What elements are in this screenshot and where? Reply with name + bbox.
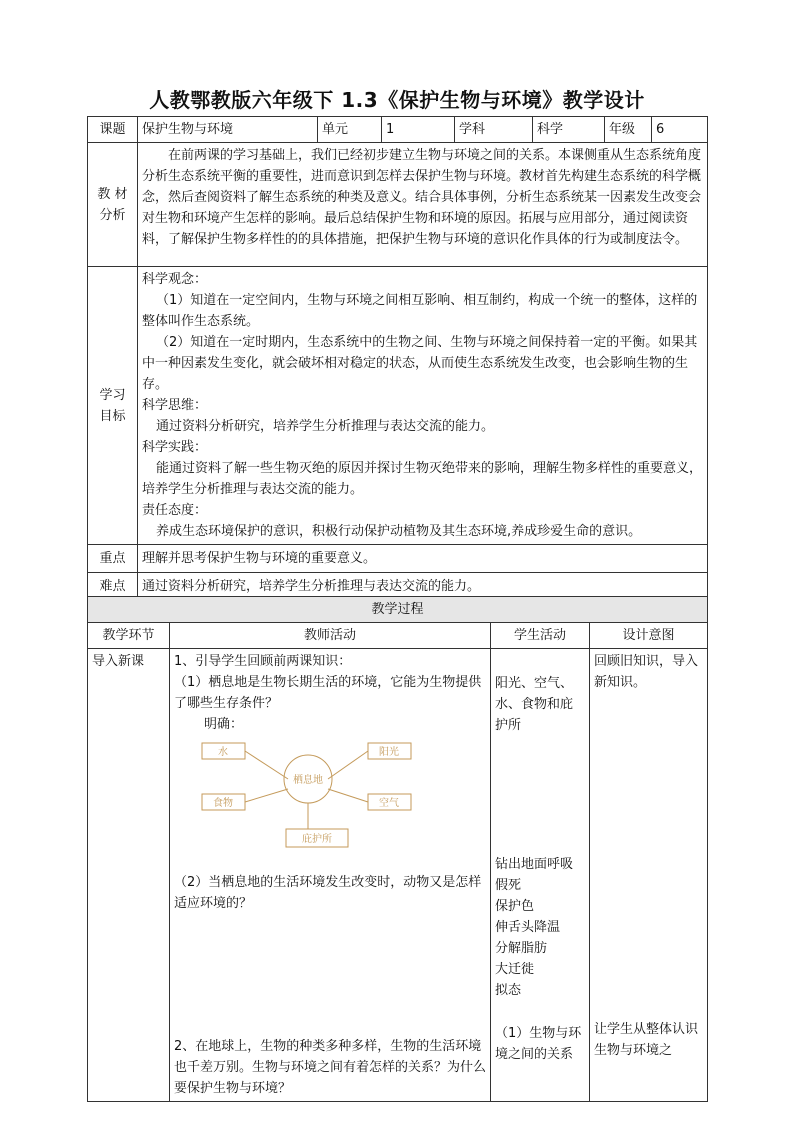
- lesson-info-table: [87, 116, 708, 601]
- diagram-shelter: 庇护所: [302, 834, 332, 845]
- teacher-step-1: 1、引导学生回顾前两课知识：: [174, 654, 352, 669]
- design-intent-cell: [590, 649, 708, 1102]
- student-answer-3: （1）生物与环境之间的关系: [495, 1026, 582, 1062]
- student-activity-cell: [491, 649, 590, 1102]
- teacher-question-1: （1）栖息地是生物长期生活的环境，它能为生物提供了哪些生存条件？: [174, 675, 482, 711]
- student-answer-2-item: 大迁徙: [495, 962, 535, 977]
- intent-2: 让学生从整体认识生物与环境之: [594, 1022, 699, 1058]
- diagram-sunlight: 阳光: [379, 747, 399, 758]
- teacher-step-2: 2、在地球上，生物的种类多种多样，生物的生活环境也千差万别。生物与环境之间有着怎样的关系？为什么要保护生物与环境？: [174, 1039, 487, 1096]
- difficulty-value: 通过资料分析研究，培养学生分析推理与表达交流的能力。: [138, 573, 708, 601]
- student-answer-2-item: 拟态: [495, 983, 522, 998]
- attitude-text: 养成生态环境保护的意识，积极行动保护动植物及其生态环境,养成珍爱生命的意识。: [156, 524, 642, 539]
- attitude-title: 责任态度：: [142, 503, 208, 518]
- diagram-food: 食物: [213, 798, 233, 809]
- process-header: 教学过程: [88, 597, 708, 623]
- student-answer-2-item: 钻出地面呼吸: [495, 857, 574, 872]
- col-stage: 教学环节: [88, 623, 170, 649]
- teaching-process-table: [87, 596, 708, 1102]
- goals-label: 学习 目标: [88, 267, 138, 545]
- col-student: 学生活动: [491, 623, 590, 649]
- subject-label: 学科: [455, 117, 533, 143]
- teacher-clarify: 明确：: [204, 717, 244, 732]
- learning-goals-cell: [138, 267, 708, 545]
- student-answer-2-item: 保护色: [495, 899, 535, 914]
- student-answer-2-item: 伸舌头降温: [495, 920, 561, 935]
- material-analysis-cell: [138, 143, 708, 267]
- key-point-value: 理解并思考保护生物与环境的重要意义。: [138, 545, 708, 573]
- topic-label: 课题: [88, 117, 138, 143]
- student-answer-1: 阳光、空气、水、食物和庇护所: [495, 676, 574, 733]
- document-title: 人教鄂教版六年级下 1.3《保护生物与环境》教学设计: [149, 88, 645, 112]
- practice-title: 科学实践：: [142, 440, 208, 455]
- stage-cell: 导入新课: [88, 649, 170, 1102]
- subject-value: 科学: [533, 117, 605, 143]
- student-answer-2-list: [495, 854, 585, 1001]
- difficulty-label: 难点: [88, 573, 138, 601]
- material-label: 教 材 分析: [88, 143, 138, 267]
- teacher-activity-cell: [170, 649, 491, 1102]
- key-point-label: 重点: [88, 545, 138, 573]
- teacher-question-2: （2）当栖息地的生活环境发生改变时，动物又是怎样适应环境的？: [174, 875, 482, 911]
- diagram-water: 水: [218, 747, 228, 758]
- thinking-text: 通过资料分析研究，培养学生分析推理与表达交流的能力。: [156, 419, 495, 434]
- thinking-title: 科学思维：: [142, 398, 208, 413]
- material-analysis-text: 在前两课的学习基础上，我们已经初步建立生物与环境之间的关系。本课侧重从生态系统角度分析生态系统平衡的重要性，进而意识到怎样去保护生物与环境。教材首先构建生态系统的科学概念，然后查阅资料了解生态系统的种类及意义。结合具体事例，分析生态系统某一因素发生改变会对生物和环境产生怎样的影响。最后总结保护生物和环境的原因。拓展与应用部分，通过阅读资料，了解保护生物多样性的的具体措施，把保护生物与环境的意识化作具体的行为或制度法令。: [142, 148, 702, 247]
- concept-title: 科学观念：: [142, 272, 208, 287]
- concept-item-2: （2）知道在一定时期内，生态系统中的生物之间、生物与环境之间保持着一定的平衡。如果其中一种因素发生变化，就会破坏相对稳定的状态，从而使生态系统发生改变，也会影响生物的生存。: [142, 335, 698, 392]
- concept-item-1: （1）知道在一定空间内，生物与环境之间相互影响、相互制约，构成一个统一的整体，这样的整体叫作生态系统。: [142, 293, 698, 329]
- student-answer-2-item: 假死: [495, 878, 522, 893]
- topic-value: 保护生物与环境: [138, 117, 318, 143]
- diagram-air: 空气: [379, 798, 399, 809]
- col-intent: 设计意图: [590, 623, 708, 649]
- student-answer-2-item: 分解脂肪: [495, 941, 548, 956]
- habitat-diagram: [200, 741, 430, 853]
- grade-label: 年级: [605, 117, 652, 143]
- unit-label: 单元: [318, 117, 382, 143]
- col-teacher: 教师活动: [170, 623, 491, 649]
- unit-value: 1: [382, 117, 455, 143]
- grade-value: 6: [652, 117, 708, 143]
- diagram-center-habitat: 栖息地: [293, 775, 323, 786]
- intent-1: 回顾旧知识，导入新知识。: [594, 654, 699, 690]
- practice-text: 能通过资料了解一些生物灭绝的原因并探讨生物灭绝带来的影响，理解生物多样性的重要意义，培养学生分析推理与表达交流的能力。: [142, 461, 703, 497]
